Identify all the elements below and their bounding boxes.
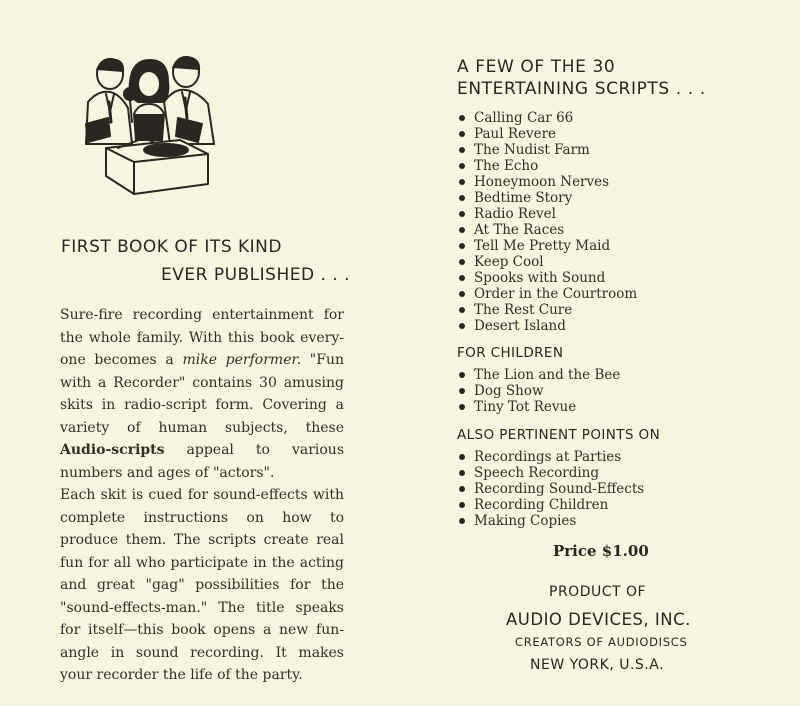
list-item xyxy=(458,513,644,529)
creators-tagline: CREATORS OF AUDIODISCS xyxy=(515,635,688,649)
list-item xyxy=(458,465,644,481)
paragraph-intro-bold: Audio-scripts xyxy=(60,442,165,458)
children-heading: FOR CHILDREN xyxy=(457,345,564,361)
bullet-icon xyxy=(459,502,465,508)
list-item xyxy=(458,206,637,222)
list-item xyxy=(458,158,637,174)
list-item xyxy=(458,190,637,206)
list-item-label: Speech Recording xyxy=(474,465,600,481)
bullet-icon xyxy=(459,163,465,169)
headline-line-2: EVER PUBLISHED . . . xyxy=(161,265,350,285)
points-heading: ALSO PERTINENT POINTS ON xyxy=(457,427,661,443)
list-item-label: Dog Show xyxy=(474,383,544,399)
list-item-label: Bedtime Story xyxy=(474,190,573,206)
list-item-label: Recording Children xyxy=(474,497,609,513)
bullet-icon xyxy=(459,470,465,476)
bullet-icon xyxy=(459,372,465,378)
list-item-label: Tiny Tot Revue xyxy=(474,399,577,415)
list-item xyxy=(458,238,637,254)
bullet-icon xyxy=(459,275,465,281)
paragraph-details-text: Each skit is cued for sound-effects with complete instructions on how to produce them. The scripts create real fun for all who participate in the acting and great "gag" possibilities for the "sound-effects-man." The title speaks for itself—this book opens a new fun-angle in sound recording. It makes your recorder the life of the party. xyxy=(60,487,344,683)
points-list xyxy=(458,449,644,529)
list-item xyxy=(458,399,620,415)
list-item-label: Radio Revel xyxy=(474,206,556,222)
bullet-icon xyxy=(459,131,465,137)
list-item-label: Honeymoon Nerves xyxy=(474,174,610,190)
scripts-title-line-1: A FEW OF THE 30 xyxy=(457,57,616,77)
bullet-icon xyxy=(459,486,465,492)
list-item-label: Order in the Courtroom xyxy=(474,286,638,302)
list-item xyxy=(458,367,620,383)
bullet-icon xyxy=(459,259,465,265)
product-of-label: PRODUCT OF xyxy=(549,584,647,600)
headline-line-1: FIRST BOOK OF ITS KIND xyxy=(61,237,282,257)
bullet-icon xyxy=(459,404,465,410)
list-item xyxy=(458,254,637,270)
price-label: Price $1.00 xyxy=(553,542,649,560)
paragraph-details xyxy=(60,484,344,687)
list-item xyxy=(458,302,637,318)
bullet-icon xyxy=(459,179,465,185)
bullet-icon xyxy=(459,115,465,121)
bullet-icon xyxy=(459,307,465,313)
bullet-icon xyxy=(459,291,465,297)
bullet-icon xyxy=(459,195,465,201)
bullet-icon xyxy=(459,323,465,329)
paragraph-intro-italic: mike performer. xyxy=(182,352,302,368)
list-item-label: Spooks with Sound xyxy=(474,270,606,286)
list-item xyxy=(458,449,644,465)
list-item-label: Keep Cool xyxy=(474,254,544,270)
list-item-label: Calling Car 66 xyxy=(474,110,574,126)
list-item-label: The Echo xyxy=(474,158,539,174)
list-item-label: Desert Island xyxy=(474,318,566,334)
list-item-label: At The Races xyxy=(474,222,565,238)
list-item-label: The Nudist Farm xyxy=(474,142,590,158)
scripts-title-line-2: ENTERTAINING SCRIPTS . . . xyxy=(457,79,706,99)
list-item xyxy=(458,174,637,190)
radio-performers-illustration xyxy=(58,52,228,200)
bullet-icon xyxy=(459,147,465,153)
paragraph-intro-text-3: appeal to various numbers and ages of "actors". xyxy=(60,442,344,481)
list-item xyxy=(458,270,637,286)
bullet-icon xyxy=(459,227,465,233)
list-item-label: Recordings at Parties xyxy=(474,449,622,465)
list-item-label: Paul Revere xyxy=(474,126,557,142)
list-item xyxy=(458,497,644,513)
paragraph-intro xyxy=(60,304,344,484)
list-item xyxy=(458,481,644,497)
list-item xyxy=(458,383,620,399)
list-item-label: Recording Sound-Effects xyxy=(474,481,645,497)
list-item-label: Tell Me Pretty Maid xyxy=(474,238,611,254)
list-item xyxy=(458,142,637,158)
list-item xyxy=(458,286,637,302)
bullet-icon xyxy=(459,211,465,217)
bullet-icon xyxy=(459,454,465,460)
list-item-label: The Lion and the Bee xyxy=(474,367,621,383)
list-item xyxy=(458,318,637,334)
scripts-list xyxy=(458,110,637,334)
list-item-label: Making Copies xyxy=(474,513,577,529)
paragraph-intro-text-2: "Fun with a Recorder" contains 30 amusing skits in radio-script form. Covering a variety of human subjects, these xyxy=(60,352,344,436)
bullet-icon xyxy=(459,518,465,524)
bullet-icon xyxy=(459,243,465,249)
company-name: AUDIO DEVICES, INC. xyxy=(506,610,691,629)
list-item xyxy=(458,110,637,126)
list-item xyxy=(458,222,637,238)
list-item-label: The Rest Cure xyxy=(474,302,573,318)
list-item xyxy=(458,126,637,142)
company-city: NEW YORK, U.S.A. xyxy=(530,657,665,673)
children-list xyxy=(458,367,620,415)
paragraph-intro-text-1: Sure-fire recording entertainment for the whole family. With this book every-one becomes a xyxy=(60,307,344,368)
bullet-icon xyxy=(459,388,465,394)
